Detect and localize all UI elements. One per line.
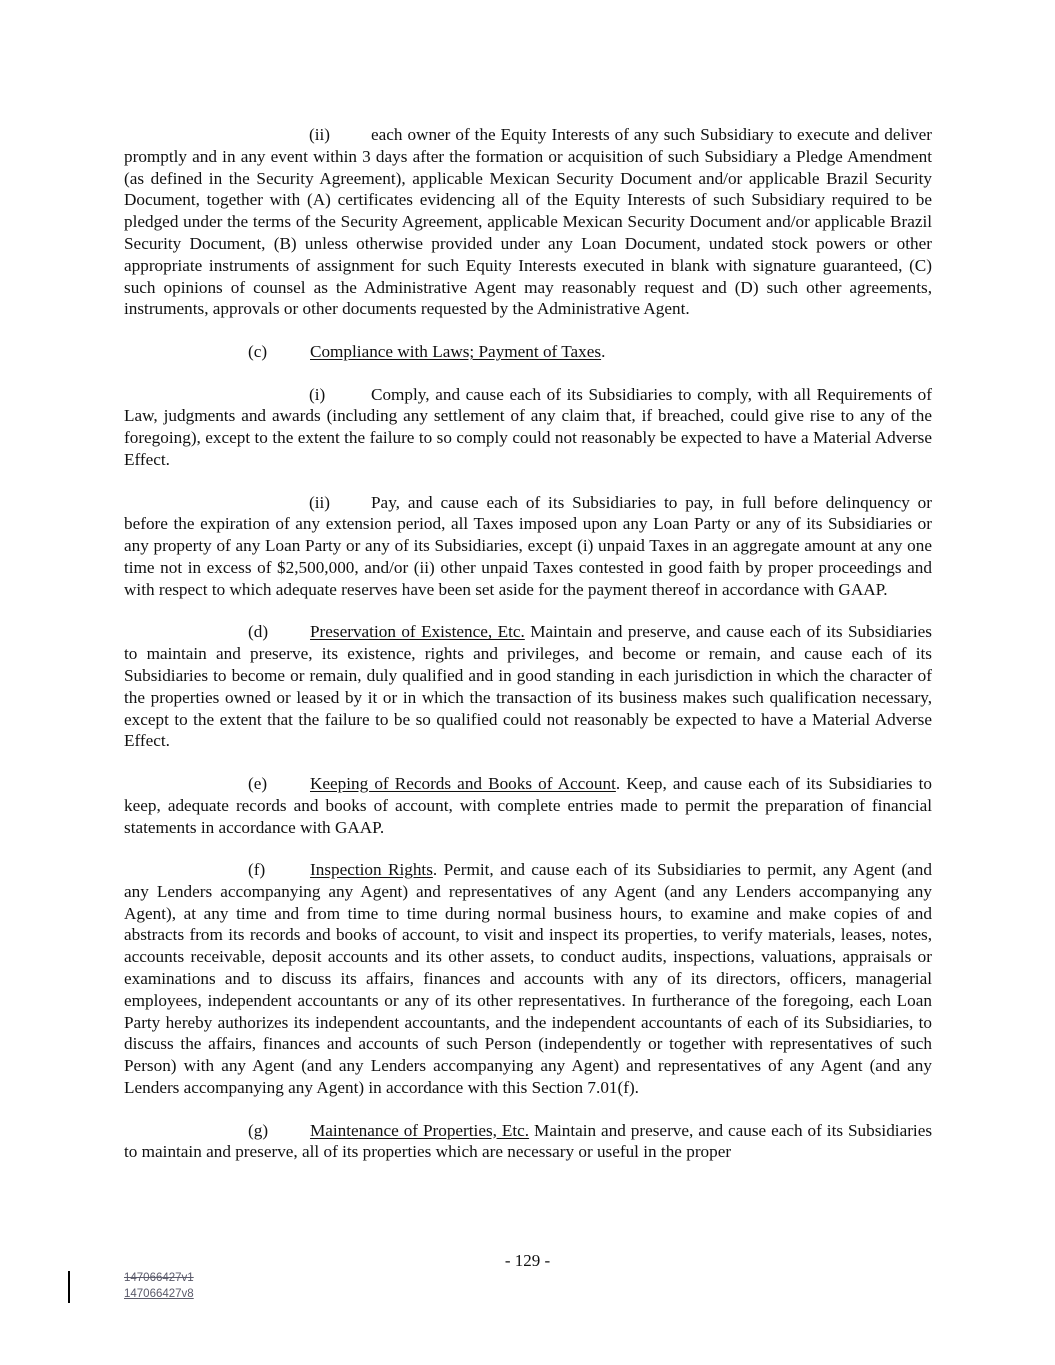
paragraph-label: (ii) — [309, 125, 330, 144]
revision-bar — [68, 1271, 70, 1303]
section-label: (e) — [248, 773, 268, 793]
page-number: - 129 - — [504, 1251, 551, 1270]
section-text: Maintain and preserve, and cause each of its Subsidiaries to maintain and preserve, all of its properties which are necessary or useful in the proper — [124, 1120, 933, 1162]
paragraph-text: Comply, and cause each of its Subsidiaries to comply, with all Requirements of Law, judgments and awards (including any settlement of any claim that, if breached, could give rise to any of the foregoing), except to the extent the failure to so comply could not reasonably be expected to have a Material Adverse Effect. — [124, 384, 932, 469]
section-heading: Maintenance of Properties, Etc. — [310, 1120, 530, 1140]
paragraph-label: (ii) — [309, 492, 330, 512]
paragraph-text: Pay, and cause each of its Subsidiaries to pay, in full before delinquency or before the expiration of any extension period, all Taxes imposed upon any Loan Party or any of its Subsidiaries or any property of any Loan Party or any of its Subsidiaries, except (i) unpaid Taxes in an aggregate amount at any one time not in excess of $2,500,000, and/or (ii) other unpaid Taxes contested in good faith by proper proceedings and with respect to which adequate reserves have been set aside for the payment thereof in accordance with GAAP. — [124, 492, 932, 599]
section-label: (f) — [248, 860, 266, 880]
heading-suffix: . — [615, 773, 621, 793]
section-label: (d) — [248, 622, 269, 642]
section-text: Permit, and cause each of its Subsidiaries to permit, any Agent (and any Lenders accompanying any Agent) and representatives of any Agent (and any Lenders accompanying any Agent), at any time and from time to time during normal business hours, to examine and make copies of and abstracts from its records and books of account, to visit and inspect its properties, to verify materials, leases, notes, accounts receivable, deposit accounts and its other assets, to conduct audits, inspections, valuations, appraisals or examinations and to discuss its affairs, finances and accounts with any of its directors, officers, managerial employees, independent accountants or any of its other representatives. In furtherance of the foregoing, each Loan Party hereby authorizes its independent accountants, and the independent accountants of each of its Subsidiaries, to discuss the affairs, finances and accounts of such Person (independently or together with representatives of such Person) with any Agent (and any Lenders accompanying any Agent) and representatives of any Agent (and any Lenders accompanying any Agent) in accordance with this Section 7.01(f). — [124, 860, 932, 1098]
paragraph-c-ii — [124, 492, 932, 601]
paragraph-text: each owner of the Equity Interests of any such Subsidiary to execute and deliver promptly and in any event within 3 days after the formation or acquisition of such Subsidiary a Pledge Amendment (as defined in the Security Agreement), applicable Mexican Security Document and/or applicable Brazil Security Document, together with (A) certificates evidencing all of the Equity Interests of such Subsidiary required to be pledged under the terms of the Security Agreement, applicable Mexican Security Document and/or applicable Brazil Security Document, (B) unless otherwise provided under any Loan Document, undated stock powers or other appropriate instruments of assignment for such Equity Interests executed in blank with signature guaranteed, (C) such opinions of counsel as the Administrative Agent may reasonably request and (D) such other agreements, instruments, approvals or other documents requested by the Administrative Agent. — [124, 125, 932, 319]
doc-id-inserted: 147066427v8 — [124, 1288, 194, 1300]
paragraph-b-ii — [124, 124, 932, 320]
paragraph-c-i — [124, 384, 932, 471]
section-f — [124, 859, 932, 1099]
document-body — [124, 124, 932, 1163]
section-d — [124, 621, 932, 752]
section-heading: Preservation of Existence, Etc. — [310, 622, 525, 642]
section-heading: Inspection Rights — [310, 860, 433, 880]
heading-suffix: . — [601, 341, 606, 361]
doc-id-deleted: 147066427v1 — [124, 1272, 194, 1284]
paragraph-label: (i) — [309, 384, 326, 404]
section-label: (c) — [248, 341, 268, 361]
section-c-heading — [124, 341, 932, 363]
section-text: Maintain and preserve, and cause each of its Subsidiaries to maintain and preserve, its existence, rights and privileges, and become or remain, and cause each of its Subsidiaries to become or remain, duly qualified and in good standing in each jurisdiction in which the character of the properties owned or leased by it or in which the transaction of its business makes such qualification necessary, except to the extent that the failure to be so qualified could not reasonably be expected to have a Material Adverse Effect. — [124, 622, 932, 751]
section-g — [124, 1120, 932, 1164]
heading-suffix: . — [432, 860, 438, 880]
section-label: (g) — [248, 1120, 269, 1140]
section-e — [124, 773, 932, 838]
section-text: Keep, and cause each of its Subsidiaries to keep, adequate records and books of account, with complete entries made to permit the preparation of financial statements in accordance with GAAP. — [124, 773, 932, 837]
section-heading: Compliance with Laws; Payment of Taxes — [310, 341, 602, 361]
section-heading: Keeping of Records and Books of Account — [310, 773, 616, 793]
